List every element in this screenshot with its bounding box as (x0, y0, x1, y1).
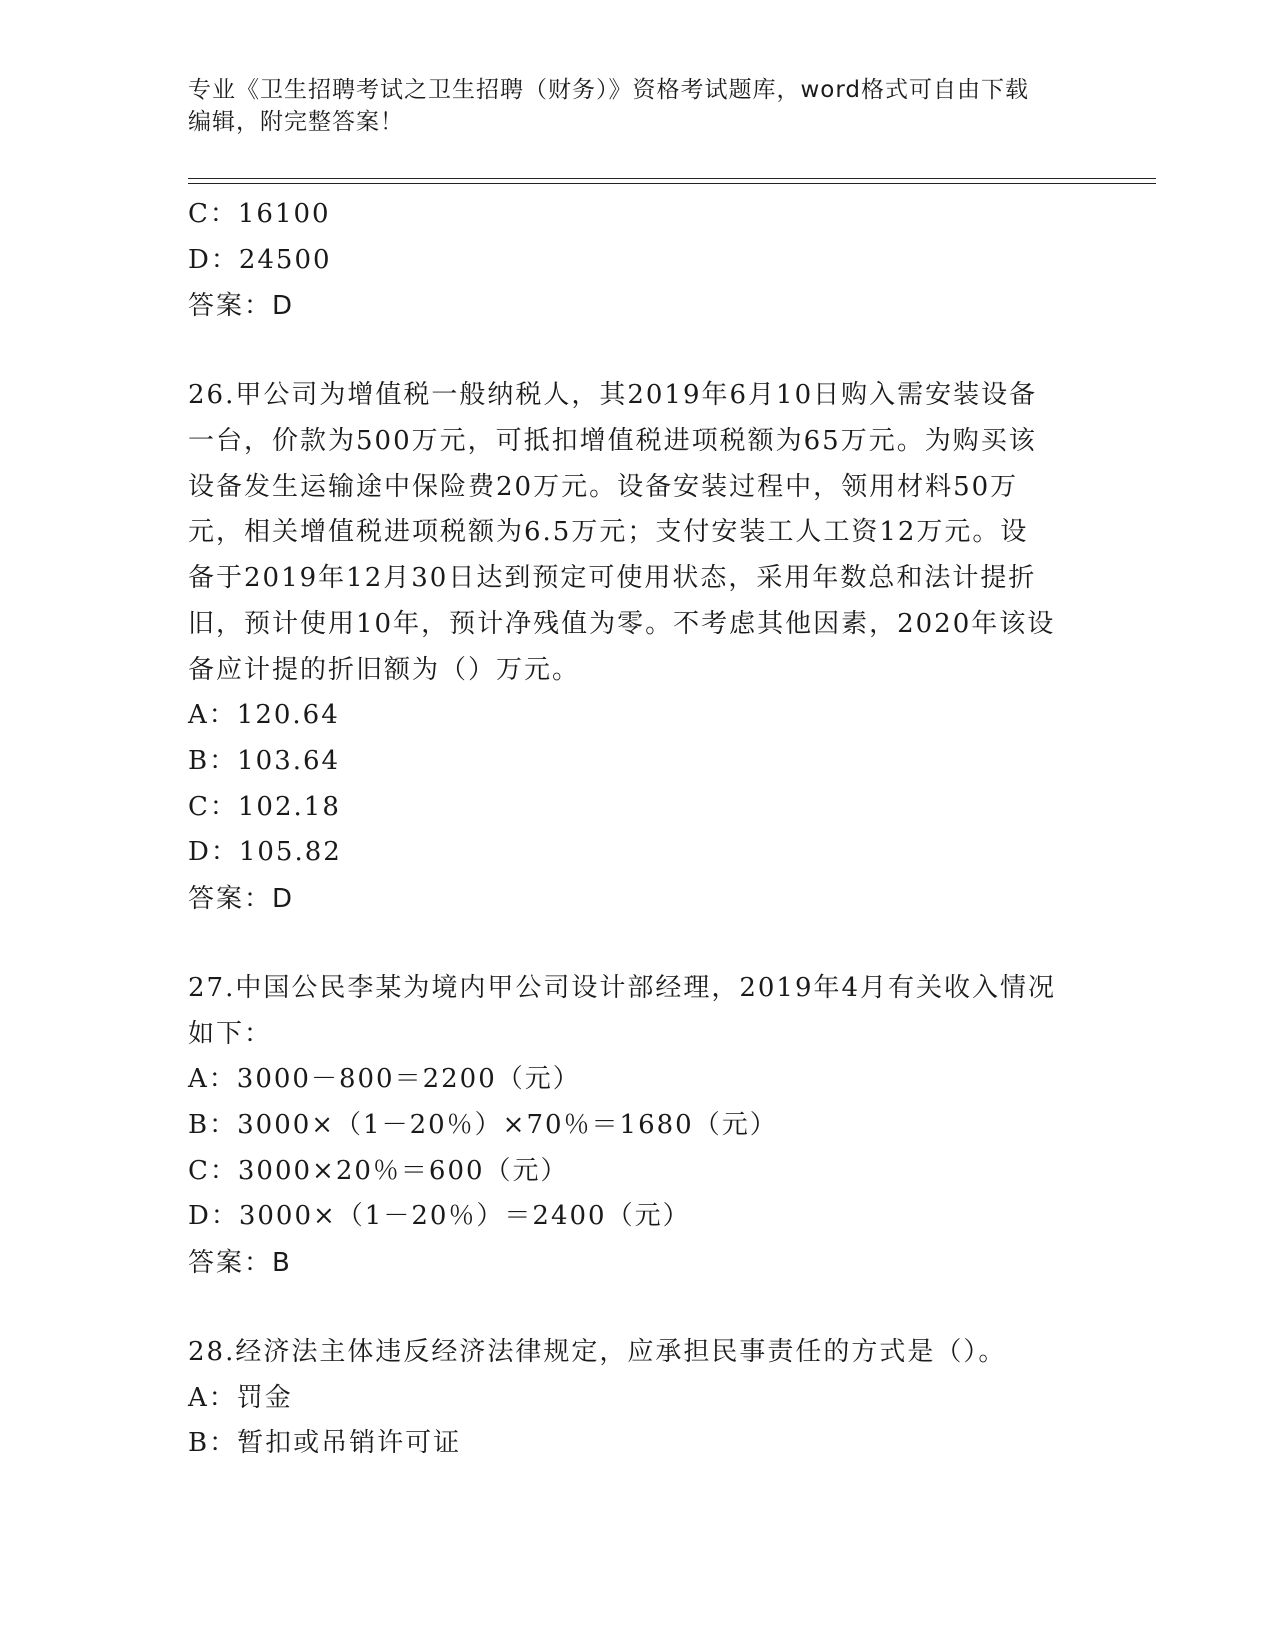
question-text-line: 28.经济法主体违反经济法律规定，应承担民事责任的方式是（）。 (188, 1337, 1007, 1368)
document-header (188, 74, 1088, 138)
question-text-line: 设备发生运输途中保险费20万元。设备安装过程中，领用材料50万 (188, 471, 1019, 502)
header-divider-bottom (188, 183, 1156, 184)
question-content (188, 192, 1088, 1467)
option-c: C：102.18 (188, 791, 341, 822)
answer-line: 答案：D (188, 291, 295, 322)
question-text-line: 元，相关增值税进项税额为6.5万元；支付安装工人工资12万元。设 (188, 517, 1029, 548)
option-a: A：3000－800＝2200（元） (188, 1064, 581, 1095)
option-d: D：24500 (188, 244, 332, 275)
question-text-line: 一台，价款为500万元，可抵扣增值税进项税额为65万元。为购买该 (188, 426, 1037, 457)
question-spacer (188, 922, 1088, 966)
question-text-line: 如下： (188, 1018, 273, 1049)
answer-line: 答案：D (188, 883, 295, 914)
question-26 (188, 373, 1088, 922)
question-28 (188, 1330, 1088, 1467)
question-25-tail (188, 192, 1088, 329)
option-a: A：罚金 (188, 1382, 293, 1413)
option-c: C：3000×20％＝600（元） (188, 1155, 569, 1186)
question-text-line: 备应计提的折旧额为（）万元。 (188, 654, 581, 685)
question-text-line: 27.中国公民李某为境内甲公司设计部经理，2019年4月有关收入情况 (188, 972, 1057, 1003)
option-c: C：16100 (188, 199, 331, 229)
question-text-line: 旧，预计使用10年，预计净残值为零。不考虑其他因素，2020年该设 (188, 608, 1056, 639)
option-a: A：120.64 (188, 700, 340, 731)
answer-line: 答案：B (188, 1248, 292, 1279)
option-d: D：105.82 (188, 837, 342, 868)
option-b: B：暂扣或吊销许可证 (188, 1428, 462, 1459)
question-spacer (188, 1286, 1088, 1330)
question-text-line: 备于2019年12月30日达到预定可使用状态，采用年数总和法计提折 (188, 563, 1037, 594)
option-b: B：3000×（1－20％）×70％＝1680（元） (188, 1110, 778, 1140)
question-text-line: 26.甲公司为增值税一般纳税人，其2019年6月10日购入需安装设备 (188, 380, 1038, 411)
header-line-2: 编辑，附完整答案！ (188, 109, 404, 135)
question-27 (188, 966, 1088, 1286)
header-divider-top (188, 178, 1156, 179)
option-b: B：103.64 (188, 745, 341, 776)
option-d: D：3000×（1－20％）＝2400（元） (188, 1201, 691, 1232)
header-line-1: 专业《卫生招聘考试之卫生招聘（财务）》资格考试题库，word格式可自由下载 (188, 77, 1030, 103)
question-spacer (188, 329, 1088, 373)
